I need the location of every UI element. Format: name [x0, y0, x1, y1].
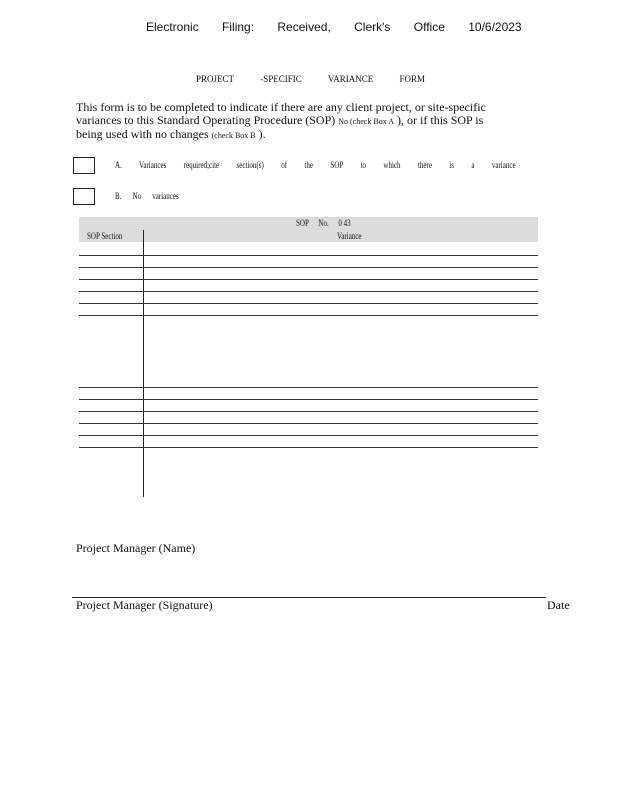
intro-text: project, or site-specific	[375, 100, 486, 114]
checkbox-b[interactable]	[73, 188, 95, 205]
intro-text: This form is to be completed to indicate if there are any client	[76, 100, 373, 114]
title-word: -SPECIFIC	[260, 74, 302, 84]
option-word: of	[281, 160, 288, 170]
option-b-label	[115, 191, 188, 201]
table-column-header-band	[79, 229, 538, 242]
column-header-sop-section: SOP Section	[87, 231, 123, 241]
intro-text: ), or if this SOP is	[397, 113, 484, 127]
option-word: No	[132, 191, 142, 201]
header-date: 10/6/2023	[468, 20, 522, 34]
option-word: there	[417, 160, 432, 170]
option-letter: B.	[115, 191, 122, 201]
sop-number-label	[296, 218, 358, 228]
intro-text: variances to this Standard Operating Procedure (SOP)	[76, 113, 336, 127]
option-word: Variances	[139, 160, 167, 170]
table-row-line	[79, 423, 538, 424]
option-word: to	[360, 160, 367, 170]
option-a-label	[115, 160, 531, 170]
table-row-line	[79, 255, 538, 256]
intro-text: being used with no changes	[76, 127, 209, 141]
instructions-paragraph	[76, 101, 556, 142]
header-word: Office	[413, 20, 445, 34]
table-row-line	[79, 315, 538, 316]
option-word: section(s)	[236, 160, 264, 170]
table-row-line	[79, 435, 538, 436]
column-header-variance: Variance	[337, 231, 362, 241]
table-row-line	[79, 411, 538, 412]
checkbox-a[interactable]	[73, 157, 95, 174]
title-word: VARIANCE	[327, 74, 374, 84]
table-column-divider	[143, 230, 144, 497]
table-row-line	[79, 267, 538, 268]
intro-text: ).	[258, 127, 266, 141]
sop-no-word: No.	[318, 218, 329, 228]
option-word: which	[383, 160, 401, 170]
header-word: Filing:	[222, 20, 255, 34]
intro-inline-note: (check Box B	[211, 131, 256, 140]
table-row-line	[79, 303, 538, 304]
date-label: Date	[547, 598, 570, 612]
option-word: required;cite	[183, 160, 220, 170]
option-word: is	[449, 160, 454, 170]
form-title	[196, 74, 449, 84]
title-word: PROJECT	[196, 74, 235, 84]
title-word: FORM	[399, 74, 425, 84]
project-manager-name-label: Project Manager (Name)	[76, 541, 196, 555]
option-word: the	[304, 160, 313, 170]
header-word: Clerk's	[354, 20, 391, 34]
option-word: SOP	[330, 160, 344, 170]
sop-no-value: 0 43	[338, 218, 351, 228]
option-letter: A.	[115, 160, 122, 170]
option-word: variances	[152, 191, 179, 201]
table-row-line	[79, 387, 538, 388]
project-manager-signature-label: Project Manager (Signature)	[76, 598, 213, 612]
header-word: Received,	[277, 20, 331, 34]
table-row-line	[79, 279, 538, 280]
table-row-line	[79, 291, 538, 292]
intro-inline-note: No (check Box A	[338, 117, 395, 126]
sop-no-word: SOP	[296, 218, 309, 228]
filing-stamp-header	[146, 20, 540, 34]
header-word: Electronic	[146, 20, 199, 34]
table-row-line	[79, 447, 538, 448]
option-word: a	[471, 160, 475, 170]
table-row-line	[79, 399, 538, 400]
option-word: variance	[491, 160, 516, 170]
